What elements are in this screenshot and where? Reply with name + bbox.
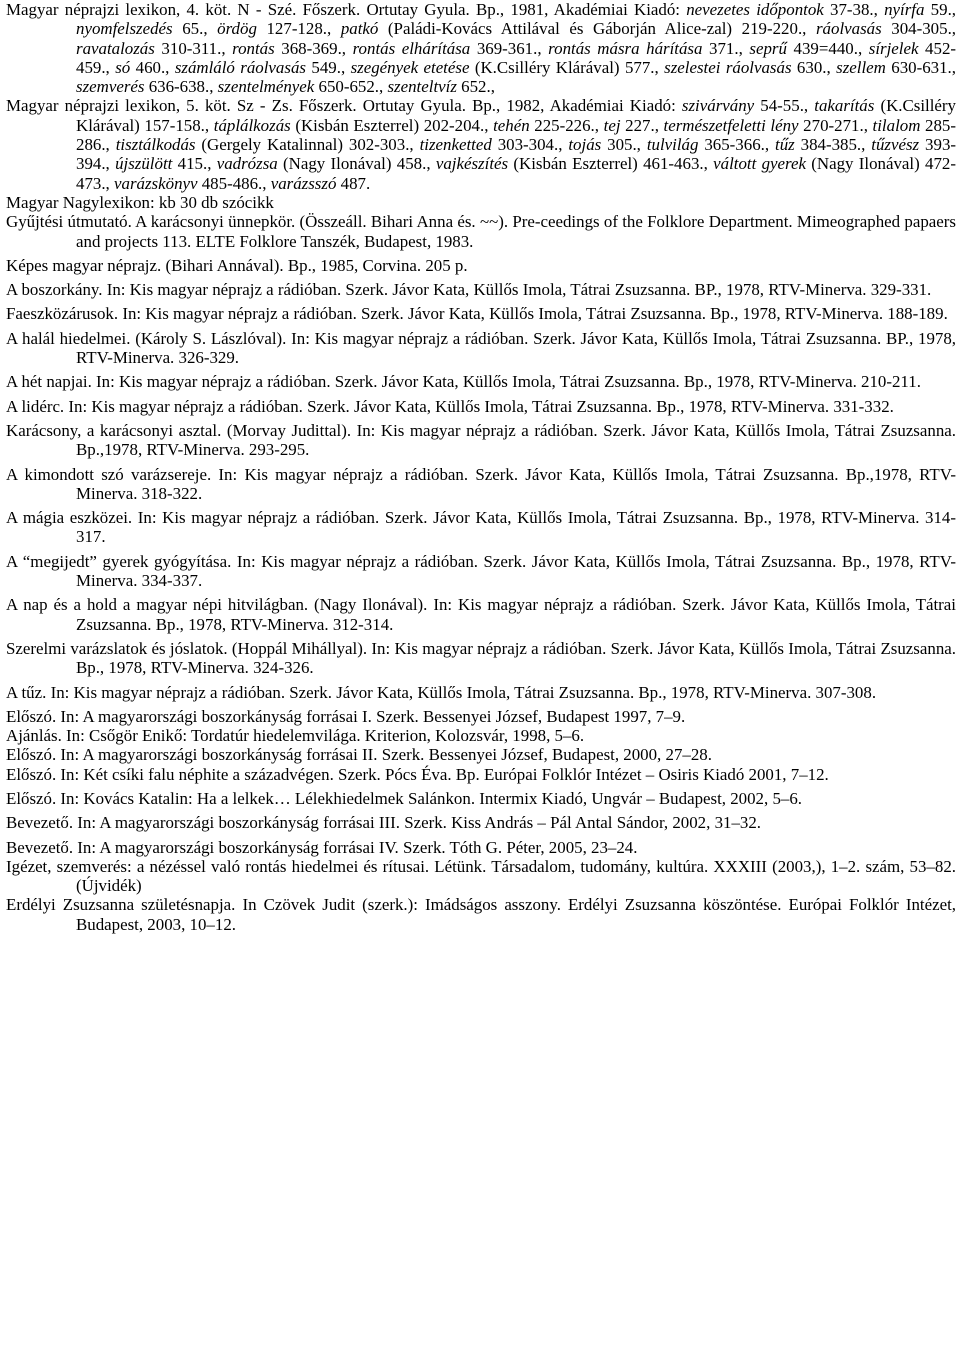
bibliography-entry: A mágia eszközei. In: Kis magyar néprajz a rádióban. Szerk. Jávor Kata, Küllős Imola, Tátrai Zsuzsanna. Bp., 1978, RTV-Minerva. 314-317. <box>6 508 956 547</box>
bibliography-entry: Karácsony, a karácsonyi asztal. (Morvay Judittal). In: Kis magyar néprajz a rádióban. Szerk. Jávor Kata, Küllős Imola, Tátrai Zsuzsanna. Bp.,1978, RTV-Minerva. 293-295. <box>6 420 956 460</box>
bibliography-entry: Erdélyi Zsuzsanna születésnapja. In Czövek Judit (szerk.): Imádságos asszony. Erdélyi Zsuzsanna köszöntése. Európai Folklór Intézet, Budapest, 2003, 10–12. <box>6 895 956 934</box>
bibliography-entry: Szerelmi varázslatok és jóslatok. (Hoppál Mihállyal). In: Kis magyar néprajz a rádióban. Szerk. Jávor Kata, Küllős Imola, Tátrai Zsuzsanna. Bp., 1978, RTV-Minerva. 324-326. <box>6 638 956 678</box>
bibliography-entry: Gyűjtési útmutató. A karácsonyi ünnepkör. (Összeáll. Bihari Anna és. ~~). Pre-ceedings of the Folklore Department. Mimeographed papaers and projects 113. ELTE Folklore Tanszék, Budapest, 1983. <box>6 212 956 251</box>
bibliography-entry: Képes magyar néprajz. (Bihari Annával). Bp., 1985, Corvina. 205 p. <box>6 255 468 275</box>
bibliography-entry: A lidérc. In: Kis magyar néprajz a rádióban. Szerk. Jávor Kata, Küllős Imola, Tátrai Zsuzsanna. Bp., 1978, RTV-Minerva. 331-332. <box>6 396 894 416</box>
bibliography-entry: A boszorkány. In: Kis magyar néprajz a rádióban. Szerk. Jávor Kata, Küllős Imola, Tátrai Zsuzsanna. BP., 1978, RTV-Minerva. 329-331. <box>6 280 932 300</box>
bibliography-entry: Magyar néprajzi lexikon, 4. köt. N - Szé. Főszerk. Ortutay Gyula. Bp., 1981, Akadémiai Kiadó: nevezetes időpontok 37-38., nyírfa 59., nyomfelszedés 65., ördög 127-128., patkó (Paládi-Kovács Attilával és Gáborján Alice-zal) 219-220., ráolvasás 304-305., ravatalozás 310-311., rontás 368-369., rontás elhárítása 369-361., rontás másra hárítása 371., seprű 439=440., sírjelek 452-459., só 460., számláló ráolvasás 549., szegények etetése (K.Csilléry Klárával) 577., szelestei ráolvasás 630., szellem 630-631., szemverés 636-638., szentelmények 650-652., szenteltvíz 652., <box>6 0 957 97</box>
bibliography-entry: Bevezető. In: A magyarországi boszorkányság forrásai III. Szerk. Kiss András – Pál Antal Sándor, 2002, 31–32. <box>6 813 762 833</box>
bibliography-entry: Faeszközárusok. In: Kis magyar néprajz a rádióban. Szerk. Jávor Kata, Küllős Imola, Tátrai Zsuzsanna. Bp., 1978, RTV-Minerva. 188-189. <box>6 304 948 324</box>
bibliography-entry: Előszó. In: Kovács Katalin: Ha a lelkek… Lélekhiedelmek Salánkon. Intermix Kiadó, Ungvár – Budapest, 2002, 5–6. <box>6 788 803 808</box>
bibliography-entry: A nap és a hold a magyar népi hitvilágban. (Nagy Ilonával). In: Kis magyar néprajz a rádióban. Szerk. Jávor Kata, Küllős Imola, Tátrai Zsuzsanna. Bp., 1978, RTV-Minerva. 312-314. <box>6 595 956 634</box>
bibliography-entry: A kimondott szó varázsereje. In: Kis magyar néprajz a rádióban. Szerk. Jávor Kata, Küllős Imola, Tátrai Zsuzsanna. Bp.,1978, RTV-Minerva. 318-322. <box>6 464 956 503</box>
bibliography-entry: A tűz. In: Kis magyar néprajz a rádióban. Szerk. Jávor Kata, Küllős Imola, Tátrai Zsuzsanna. Bp., 1978, RTV-Minerva. 307-308. <box>6 682 877 702</box>
bibliography-entry: A “megijedt” gyerek gyógyítása. In: Kis magyar néprajz a rádióban. Szerk. Jávor Kata, Küllős Imola, Tátrai Zsuzsanna. Bp., 1978, RTV-Minerva. 334-337. <box>6 551 956 591</box>
bibliography-entry: A halál hiedelmei. (Károly S. Lászlóval). In: Kis magyar néprajz a rádióban. Szerk. Jávor Kata, Küllős Imola, Tátrai Zsuzsanna. BP., 1978, RTV-Minerva. 326-329. <box>6 328 956 368</box>
bibliography-entry: A hét napjai. In: Kis magyar néprajz a rádióban. Szerk. Jávor Kata, Küllős Imola, Tátrai Zsuzsanna. Bp., 1978, RTV-Minerva. 210-211. <box>6 372 921 392</box>
bibliography-entry: Igézet, szemverés: a nézéssel való rontás hiedelmei és rítusai. Létünk. Társadalom, tudomány, kultúra. XXXIII (2003,), 1–2. szám, 53–82. (Újvidék) <box>6 856 956 896</box>
bibliography-entry: Magyar néprajzi lexikon, 5. köt. Sz - Zs. Főszerk. Ortutay Gyula. Bp., 1982, Akadémiai Kiadó: szivárvány 54-55., takarítás (K.Csilléry Klárával) 157-158., táplálkozás (Kisbán Eszterrel) 202-204., tehén 225-226., tej 227., természetfeletti lény 270-271., tilalom 285-286., tisztálkodás (Gergely Katalinnal) 302-303., tizenketted 303-304., tojás 305., tulvilág 365-366., tűz 384-385., tűzvész 393-394., újszülött 415., vadrózsa (Nagy Ilonával) 458., vajkészítés (Kisbán Eszterrel) 461-463., váltott gyerek (Nagy Ilonával) 472-473., varázskönyv 485-486., varázsszó 487. <box>6 96 957 193</box>
bibliography-entry: Bevezető. In: A magyarországi boszorkányság forrásai IV. Szerk. Tóth G. Péter, 2005, 23–24. <box>6 837 638 857</box>
bibliography-entry: Előszó. In: A magyarországi boszorkányság forrásai II. Szerk. Bessenyei József, Budapest, 2000, 27–28. <box>6 745 712 765</box>
bibliography-page <box>6 0 956 934</box>
bibliography-entry: Magyar Nagylexikon: kb 30 db szócikk <box>6 192 274 212</box>
bibliography-entry: Előszó. In: A magyarországi boszorkányság forrásai I. Szerk. Bessenyei József, Budapest 1997, 7–9. <box>6 706 686 726</box>
bibliography-entry: Ajánlás. In: Csőgör Enikő: Tordatúr hiedelemvilága. Kriterion, Kolozsvár, 1998, 5–6. <box>6 726 585 746</box>
bibliography-entry: Előszó. In: Két csíki falu néphite a századvégen. Szerk. Pócs Éva. Bp. Európai Folklór Intézet – Osiris Kiadó 2001, 7–12. <box>6 764 829 784</box>
